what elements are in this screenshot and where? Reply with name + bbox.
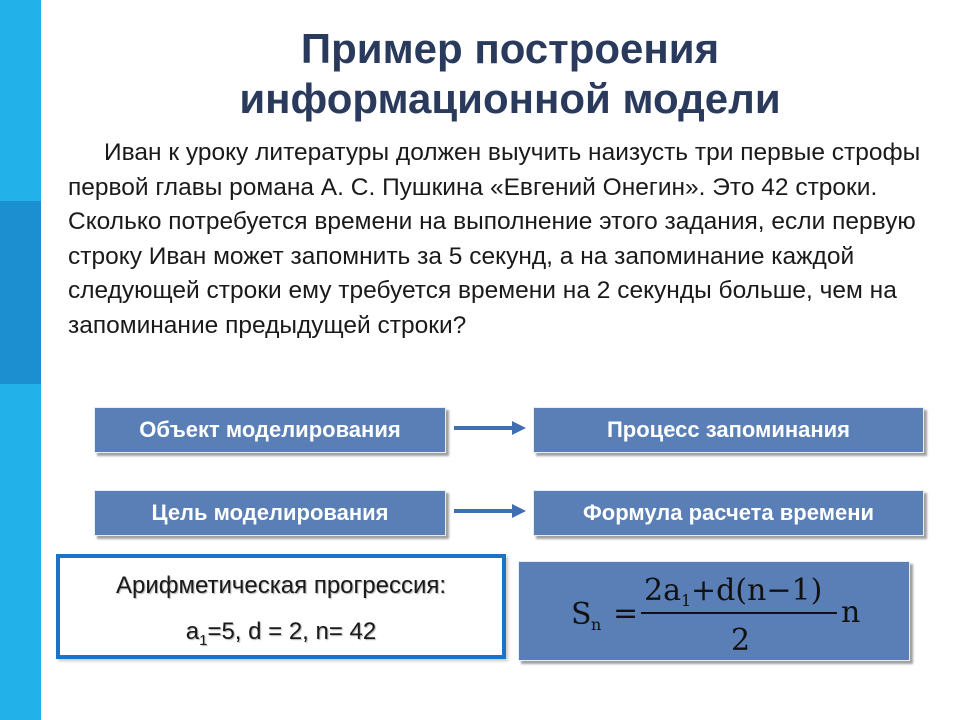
goal-label: Цель моделирования [151,500,389,525]
formula-multiplier: n [841,595,861,630]
slide-title [60,24,960,124]
formula-s-index: n [591,615,602,634]
object-value: Процесс запоминания [606,417,851,442]
formula-numerator-rest: +d(n−1) [691,573,823,608]
goal-label-box [94,490,446,536]
formula-equals: = [613,596,639,631]
problem-statement [68,136,938,343]
arrow-right-icon [452,418,528,438]
object-label: Объект моделирования [139,417,401,442]
problem-text: Иван к уроку литературы должен выучить наизусть три первые строфы первой главы романа А. С. Пушкина «Евгений Онегин». Это 42 строки. Сколько потребуется времени на выполнение этого задания, если первую строку Иван может запомнить за 5 секунд, а на запоминание каждой следующей строки ему требуется времени на 2 секунды больше, чем на запоминание предыдущей строки? [68,139,921,339]
progression-title: Арифметическая прогрессия: [115,572,447,599]
formula-s: S [571,597,592,632]
goal-value: Формула расчета времени [582,500,875,525]
progression-a-symbol: a [185,618,200,645]
side-stripe-bottom [0,384,41,720]
slide-title-line1: Пример построения [300,25,720,72]
formula-numerator-a-index: 1 [681,591,692,610]
side-stripe-top [0,0,41,201]
arrow-right-icon [452,501,528,521]
progression-a-index: 1 [199,631,208,649]
object-value-box [533,407,924,453]
progression-values [60,618,502,649]
object-label-box [94,407,446,453]
formula-denominator: 2 [731,623,751,658]
slide-title-line2: информационной модели [239,75,781,122]
progression-values-rest: =5, d = 2, n= 42 [207,618,377,645]
formula-box [518,561,910,661]
formula-numerator-a: 2a [644,573,681,608]
progression-box [56,554,506,659]
goal-value-box [533,490,924,536]
side-stripe-mid [0,201,41,384]
sum-formula [519,562,911,662]
